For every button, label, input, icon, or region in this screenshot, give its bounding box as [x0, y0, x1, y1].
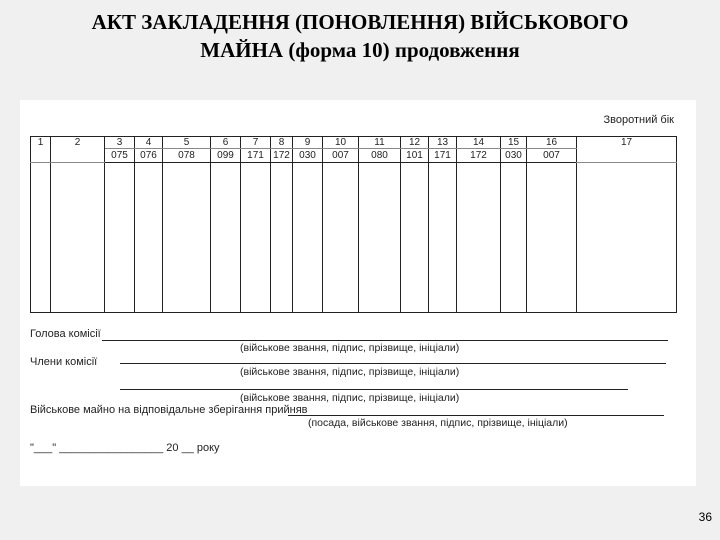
col-number-cell: 1 [31, 137, 51, 163]
entry-cell[interactable] [429, 163, 457, 313]
col-number-cell: 8 [271, 137, 293, 149]
entry-cell[interactable] [527, 163, 577, 313]
date-line[interactable]: "___" _________________ 20 __ року [30, 442, 220, 454]
col-number-cell: 12 [401, 137, 429, 149]
entry-cell[interactable] [457, 163, 501, 313]
col-number-cell: 9 [293, 137, 323, 149]
col-code-cell: 171 [241, 149, 271, 163]
reverse-side-label: Зворотний бік [603, 114, 674, 126]
title-line-2: МАЙНА (форма 10) продовження [200, 38, 520, 62]
entry-cell[interactable] [241, 163, 271, 313]
col-code-cell: 078 [163, 149, 211, 163]
entry-cell[interactable] [501, 163, 527, 313]
col-number-cell: 10 [323, 137, 359, 149]
col-number-cell: 13 [429, 137, 457, 149]
col-number-cell: 5 [163, 137, 211, 149]
entry-cell[interactable] [577, 163, 677, 313]
accepted-sign-line[interactable] [288, 415, 664, 416]
col-code-cell: 101 [401, 149, 429, 163]
col-code-cell: 007 [527, 149, 577, 163]
entry-cell[interactable] [31, 163, 51, 313]
col-code-cell: 099 [211, 149, 241, 163]
column-number-row [31, 137, 677, 149]
members-label: Члени комісії [30, 356, 98, 368]
slide-title [0, 8, 720, 64]
col-number-cell: 4 [135, 137, 163, 149]
col-number-cell: 11 [359, 137, 401, 149]
entry-cell[interactable] [401, 163, 429, 313]
entry-cell[interactable] [271, 163, 293, 313]
entry-cell[interactable] [51, 163, 105, 313]
entry-cell[interactable] [359, 163, 401, 313]
position-hint: (посада, військове звання, підпис, прізвище, ініціали) [308, 417, 568, 429]
col-number-cell: 16 [527, 137, 577, 149]
entry-cell[interactable] [105, 163, 135, 313]
col-code-cell: 172 [271, 149, 293, 163]
col-number-cell: 7 [241, 137, 271, 149]
col-code-cell: 076 [135, 149, 163, 163]
rank-hint-1: (військове звання, підпис, прізвище, ініціали) [240, 342, 460, 354]
accepted-label: Військове майно на відповідальне зберігання прийняв [30, 404, 308, 416]
member-1-sign-line[interactable] [120, 363, 666, 364]
entry-cell[interactable] [163, 163, 211, 313]
entry-cell[interactable] [293, 163, 323, 313]
chairman-sign-line[interactable] [102, 340, 668, 341]
col-code-cell: 007 [323, 149, 359, 163]
chairman-label: Голова комісії [30, 328, 101, 340]
col-number-cell: 14 [457, 137, 501, 149]
col-number-cell: 3 [105, 137, 135, 149]
form-table [30, 136, 677, 313]
page-number: 36 [698, 510, 712, 524]
rank-hint-3: (військове звання, підпис, прізвище, ініціали) [240, 392, 460, 404]
col-code-cell: 171 [429, 149, 457, 163]
col-code-cell: 075 [105, 149, 135, 163]
entry-cell[interactable] [211, 163, 241, 313]
col-number-cell: 2 [51, 137, 105, 163]
col-number-cell: 17 [577, 137, 677, 163]
col-code-cell: 030 [501, 149, 527, 163]
col-code-cell: 030 [293, 149, 323, 163]
member-2-sign-line[interactable] [120, 389, 628, 390]
table-body-row [31, 163, 677, 313]
rank-hint-2: (військове звання, підпис, прізвище, ініціали) [240, 366, 460, 378]
entry-cell[interactable] [135, 163, 163, 313]
col-number-cell: 15 [501, 137, 527, 149]
col-code-cell: 080 [359, 149, 401, 163]
col-number-cell: 6 [211, 137, 241, 149]
title-line-1: АКТ ЗАКЛАДЕННЯ (ПОНОВЛЕННЯ) ВІЙСЬКОВОГО [91, 10, 629, 34]
entry-cell[interactable] [323, 163, 359, 313]
col-code-cell: 172 [457, 149, 501, 163]
form-sheet [20, 100, 696, 486]
